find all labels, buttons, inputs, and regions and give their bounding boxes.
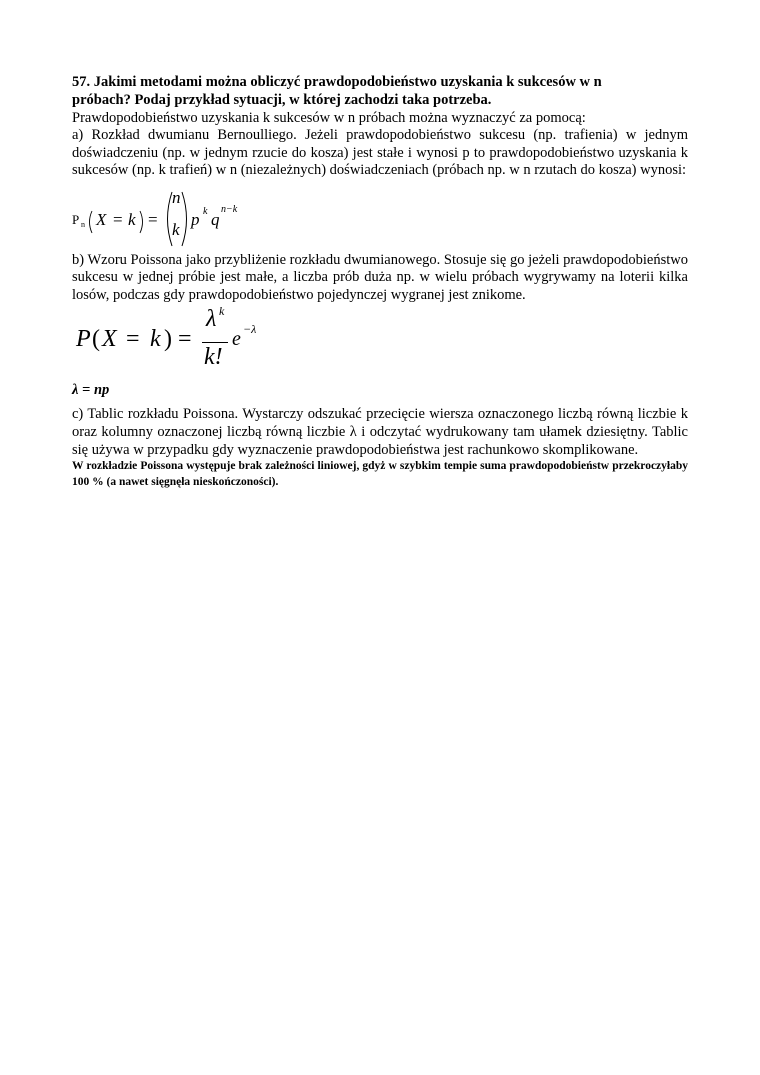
section-a-text: a) Rozkład dwumianu Bernoulliego. Jeżeli prawdopodobieństwo sukcesu (np. trafienia) w jednym doświadczeniu (np. w jednym rzucie do kosza) jest stałe i wynosi p to prawdopodobieństwo uzyskania k sukcesów (np. k trafień) w n (niezależnych) doświadczeniach (próbach np. w n rzutach do kosza) wynosi: bbox=[72, 127, 688, 178]
binom-coef-n: n bbox=[172, 187, 181, 207]
lambda-definition: λ = np bbox=[72, 382, 110, 398]
intro-text: Prawdopodobieństwo uzyskania k sukcesów w n próbach można wyznaczyć za pomocą: bbox=[72, 110, 586, 126]
binomial-q: q bbox=[211, 209, 220, 229]
poisson-lambda: λ bbox=[206, 306, 217, 332]
question-line-2: próbach? Podaj przykład sytuacji, w której zachodzi taka potrzeba. bbox=[72, 91, 492, 108]
poisson-exp-k: k bbox=[219, 304, 225, 318]
binomial-eq-inner: = bbox=[113, 209, 123, 229]
poisson-e: e bbox=[232, 328, 241, 350]
binom-coef-k: k bbox=[172, 219, 180, 239]
poisson-eq: = bbox=[178, 326, 192, 352]
section-c-text: c) Tablic rozkładu Poissona. Wystarczy odszukać przecięcie wiersza oznaczonego liczbą równą liczbie k oraz kolumny oznaczonej liczbą równą liczbie λ i odczytać wydrukowany tam ułamek dziesiętny. Tablic się używa w przypadku gdy wyznaczenie prawdopodobieństwa jest rachunkowo skomplikowane. bbox=[72, 406, 688, 458]
binomial-P: P bbox=[72, 211, 80, 227]
poisson-eq-inner: = bbox=[126, 326, 140, 352]
question-line-1: 57. Jakimi metodami można obliczyć prawdopodobieństwo uzyskania k sukcesów w n bbox=[72, 74, 602, 90]
poisson-note: W rozkładzie Poissona występuje brak zależności liniowej, gdyż w szybkim tempie suma prawdopodobieństw przekroczyłaby 100 % (a nawet sięgnęła nieskończoności). bbox=[72, 460, 688, 488]
poisson-P: P bbox=[76, 326, 91, 352]
question-heading bbox=[72, 74, 688, 109]
binomial-subscript: n bbox=[81, 219, 85, 229]
poisson-fraction-bar bbox=[202, 342, 228, 343]
binomial-left-paren bbox=[86, 210, 94, 234]
poisson-X: X bbox=[102, 326, 117, 352]
poisson-denominator: k! bbox=[204, 344, 223, 370]
binomial-exp-nk: n−k bbox=[221, 203, 238, 215]
binomial-X: X bbox=[96, 209, 107, 229]
section-b-text: b) Wzoru Poissona jako przybliżenie rozkładu dwumianowego. Stosuje się go jeżeli prawdopodobieństwo sukcesu w jednej próbie jest małe, a liczba prób duża np. w wielu próbach wygrywamy na loterii kilka losów, podczas gdy prawdopodobieństwo pojedynczej wygranej jest znikome. bbox=[72, 251, 688, 303]
poisson-k: k bbox=[150, 326, 161, 352]
poisson-left-paren: ( bbox=[92, 326, 100, 352]
binomial-p: p bbox=[191, 209, 200, 229]
poisson-formula bbox=[72, 304, 688, 376]
binomial-right-paren bbox=[138, 210, 146, 234]
binomial-exp-k: k bbox=[203, 205, 208, 217]
binomial-eq: = bbox=[148, 209, 158, 229]
document-page bbox=[72, 74, 688, 490]
poisson-right-paren: ) bbox=[164, 326, 172, 352]
poisson-exp-neg-lambda: −λ bbox=[243, 322, 257, 336]
binomial-formula bbox=[72, 187, 688, 250]
binomial-k: k bbox=[128, 209, 136, 229]
